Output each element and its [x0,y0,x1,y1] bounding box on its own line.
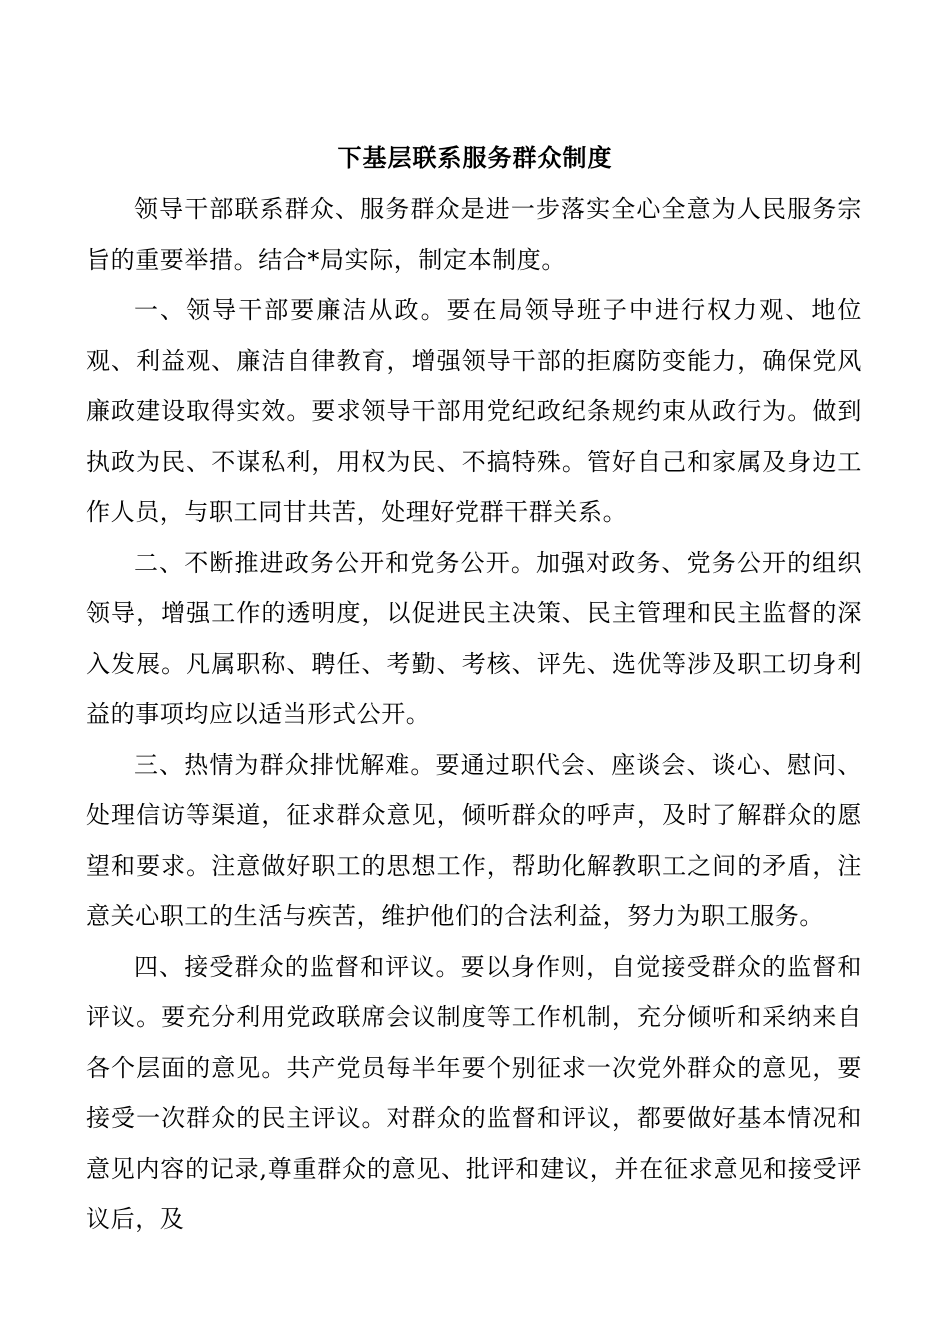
document-body [86,184,862,1245]
paragraph-section-1: 一、领导干部要廉洁从政。要在局领导班子中进行权力观、地位观、利益观、廉洁自律教育，增强领导干部的拒腐防变能力，确保党风廉政建设取得实效。要求领导干部用党纪政纪条规约束从政行为。做到执政为民、不谋私利，用权为民、不搞特殊。管好自己和家属及身边工作人员，与职工同甘共苦，处理好党群干群关系。 [86,296,862,526]
document-title: 下基层联系服务群众制度 [337,144,613,172]
paragraph-section-4: 四、接受群众的监督和评议。要以身作则，自觉接受群众的监督和评议。要充分利用党政联席会议制度等工作机制，充分倾听和采纳来自各个层面的意见。共产党员每半年要个别征求一次党外群众的意见，要接受一次群众的民主评议。对群众的监督和评议，都要做好基本情况和意见内容的记录,尊重群众的意见、批评和建议，并在征求意见和接受评议后，及 [86,952,862,1233]
paragraph-intro: 领导干部联系群众、服务群众是进一步落实全心全意为人民服务宗旨的重要举措。结合*局实际，制定本制度。 [86,195,862,274]
paragraph-section-3: 三、热情为群众排忧解难。要通过职代会、座谈会、谈心、慰问、处理信访等渠道，征求群众意见，倾听群众的呼声，及时了解群众的愿望和要求。注意做好职工的思想工作，帮助化解教职工之间的矛盾，注意关心职工的生活与疾苦，维护他们的合法利益，努力为职工服务。 [86,750,862,930]
paragraph-section-2: 二、不断推进政务公开和党务公开。加强对政务、党务公开的组织领导，增强工作的透明度，以促进民主决策、民主管理和民主监督的深入发展。凡属职称、聘任、考勤、考核、评先、选优等涉及职工切身利益的事项均应以适当形式公开。 [86,548,862,728]
